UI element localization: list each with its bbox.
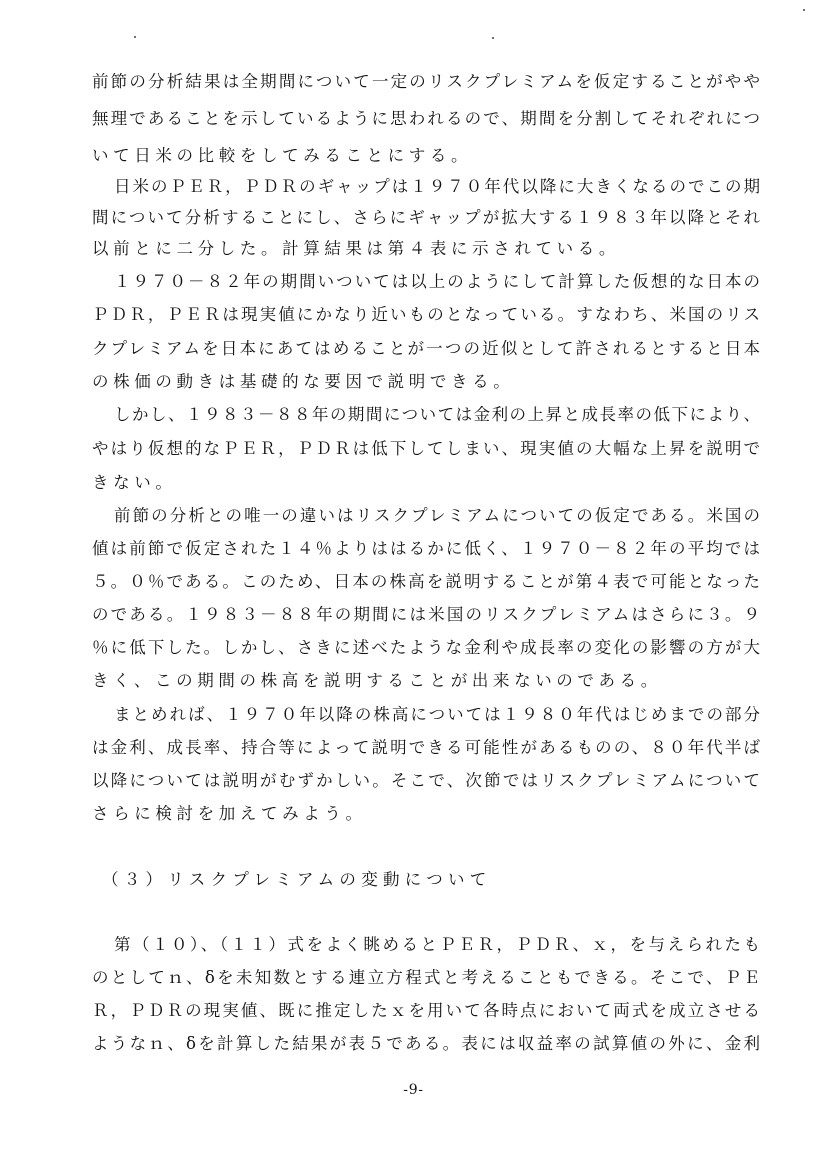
- body-text-line: 第（１０）、（１１）式をよく眺めるとＰＥＲ，ＰＤＲ、ｘ，を与えられたも: [114, 935, 760, 954]
- body-text-line: クプレミアムを日本にあてはめることが一つの近似として許されるとすると日本: [92, 339, 760, 358]
- body-text-line: ようなｎ、δを計算した結果が表５である。表には収益率の試算値の外に、金利: [92, 1034, 760, 1053]
- body-text-line: いて日米の比較をしてみることにする。: [92, 146, 473, 165]
- body-text-line: 無理であることを示しているように思われるので、期間を分割してそれぞれにつ: [92, 109, 760, 128]
- scan-speck: [134, 36, 136, 38]
- body-text-line: ＰＤＲ，ＰＥＲは現実値にかなり近いものとなっている。すなわち、米国のリス: [92, 305, 760, 324]
- body-text-line: 以降については説明がむずかしい。そこで、次節ではリスクプレミアムについて: [92, 771, 760, 790]
- scan-speck: [803, 9, 805, 11]
- body-text-line: １９７０－８２年の期間いついては以上のようにして計算した仮想的な日本の: [114, 272, 760, 291]
- body-text-line: ％に低下した。しかし、さきに述べたような金利や成長率の変化の影響の方が大: [92, 638, 760, 657]
- body-text-line: 日米のＰＥＲ，ＰＤＲのギャップは１９７０年代以降に大きくなるのでこの期: [114, 177, 760, 196]
- body-text-line: きない。: [92, 473, 177, 492]
- body-text-line: まとめれば、１９７０年以降の株高については１９８０年代はじめまでの部分: [114, 705, 760, 724]
- body-text-line: Ｒ，ＰＤＲの現実値、既に推定したｘを用いて各時点において両式を成立させる: [92, 1001, 760, 1020]
- section-heading: （３）リスクプレミアムの変動について: [102, 870, 492, 889]
- body-text-line: 間について分析することにし、さらにギャップが拡大する１９８３年以降とそれ: [92, 208, 760, 227]
- body-text-line: さらに検討を加えてみよう。: [92, 804, 367, 823]
- body-text-line: きく、この期間の株高を説明することが出来ないのである。: [92, 671, 662, 690]
- body-text-line: のである。１９８３－８８年の期間には米国のリスクプレミアムはさらに３。９: [92, 605, 760, 624]
- body-text-line: 前節の分析結果は全期間について一定のリスクプレミアムを仮定することがやや: [92, 72, 760, 91]
- body-text-line: のとしてｎ、δを未知数とする連立方程式と考えることもできる。そこで、ＰＥ: [92, 968, 760, 987]
- body-text-line: しかし、１９８３－８８年の期間については金利の上昇と成長率の低下により、: [114, 405, 760, 424]
- body-text-line: 以前とに二分した。計算結果は第４表に示されている。: [92, 239, 620, 258]
- body-text-line: ５。０％である。このため、日本の株高を説明することが第４表で可能となった: [92, 572, 760, 591]
- page-number: -9-: [403, 1082, 424, 1098]
- body-text-line: やはり仮想的なＰＥＲ，ＰＤＲは低下してしまい、現実値の大幅な上昇を説明で: [92, 439, 760, 458]
- body-text-line: 値は前節で仮定された１４％よりははるかに低く、１９７０－８２年の平均では: [92, 539, 760, 558]
- body-text-line: の株価の動きは基礎的な要因で説明できる。: [92, 372, 515, 391]
- body-text-line: は金利、成長率、持合等によって説明できる可能性があるものの、８０年代半ば: [92, 738, 760, 757]
- body-text-line: 前節の分析との唯一の違いはリスクプレミアムについての仮定である。米国の: [114, 506, 760, 525]
- scan-speck: [492, 37, 494, 39]
